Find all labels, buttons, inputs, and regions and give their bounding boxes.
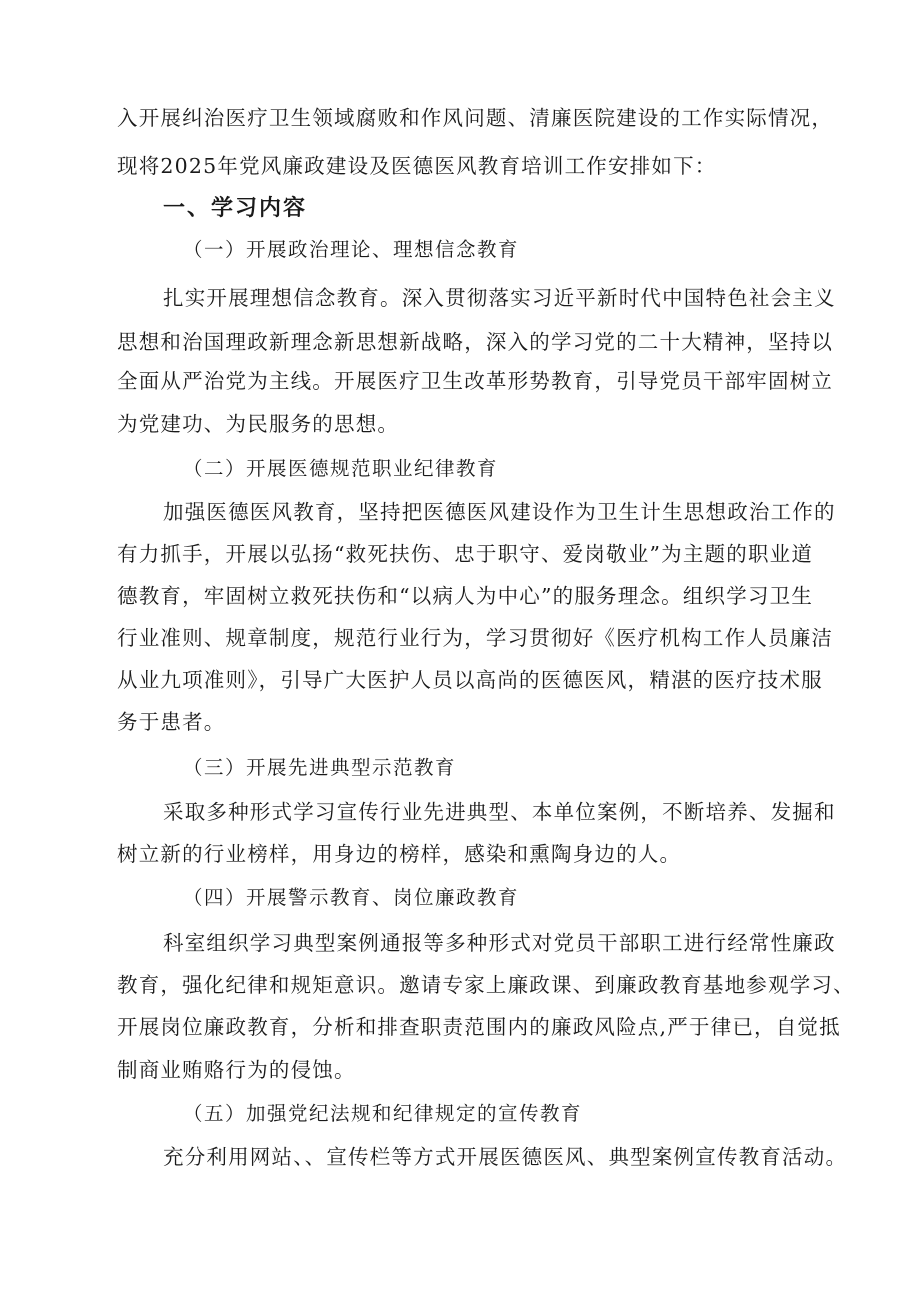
subsection-title-5: （五）加强党纪法规和纪律规定的宣传教育 [183, 1102, 583, 1125]
paragraph-line: 务于患者。 [117, 710, 226, 734]
paragraph-line: 教育，强化纪律和规矩意识。邀请专家上廉政课、到廉政教育基地参观学习、 [117, 973, 855, 997]
paragraph-line: 思想和治国理政新理念新思想新战略，深入的学习党的二十大精神，坚持以 [117, 330, 834, 354]
paragraph-line: 德教育，牢固树立救死扶伤和“以病人为中心”的服务理念。组织学习卫生 [117, 584, 814, 608]
paragraph-line: 制商业贿赂行为的侵蚀。 [117, 1058, 356, 1082]
intro-line-2: 现将2025年党风廉政建设及医德医风教育培训工作安排如下： [117, 154, 717, 178]
paragraph-line: 充分利用网站、、宣传栏等方式开展医德医风、典型案例宣传教育活动。 [163, 1145, 848, 1169]
paragraph-line: 为党建功、为民服务的思想。 [117, 412, 400, 436]
paragraph-line: 采取多种形式学习宣传行业先进典型、本单位案例，不断培养、发掘和 [163, 800, 836, 824]
paragraph-line: 树立新的行业榜样，用身边的榜样，感染和熏陶身边的人。 [117, 842, 682, 866]
paragraph-line: 扎实开展理想信念教育。深入贯彻落实习近平新时代中国特色社会主义 [163, 286, 836, 310]
subsection-title-1: （一）开展政治理论、理想信念教育 [183, 238, 520, 261]
section-title: 一、学习内容 [163, 196, 308, 221]
subsection-title-3: （三）开展先进典型示范教育 [183, 756, 457, 779]
paragraph-line: 加强医德医风教育，坚持把医德医风建设作为卫生计生思想政治工作的 [163, 500, 836, 524]
paragraph-line: 行业准则、规章制度，规范行业行为，学习贯彻好《医疗机构工作人员廉洁 [117, 626, 834, 650]
subsection-title-2: （二）开展医德规范职业纪律教育 [183, 457, 499, 480]
paragraph-line: 科室组织学习典型案例通报等多种形式对党员干部职工进行经常性廉政 [163, 931, 836, 955]
paragraph-line: 有力抓手，开展以弘扬“救死扶伤、忠于职守、爱岗敬业”为主题的职业道 [117, 542, 814, 566]
paragraph-line: 开展岗位廉政教育，分析和排查职责范围内的廉政风险点,严于律已，自觉抵 [117, 1015, 841, 1039]
intro-line-1: 入开展纠治医疗卫生领域腐败和作风问题、清廉医院建设的工作实际情况， [117, 106, 834, 130]
paragraph-line: 全面从严治党为主线。开展医疗卫生改革形势教育，引导党员干部牢固树立 [117, 369, 834, 393]
subsection-title-4: （四）开展警示教育、岗位廉政教育 [183, 886, 520, 909]
paragraph-line: 从业九项准则》，引导广大医护人员以高尚的医德医风，精湛的医疗技术服 [117, 668, 823, 692]
